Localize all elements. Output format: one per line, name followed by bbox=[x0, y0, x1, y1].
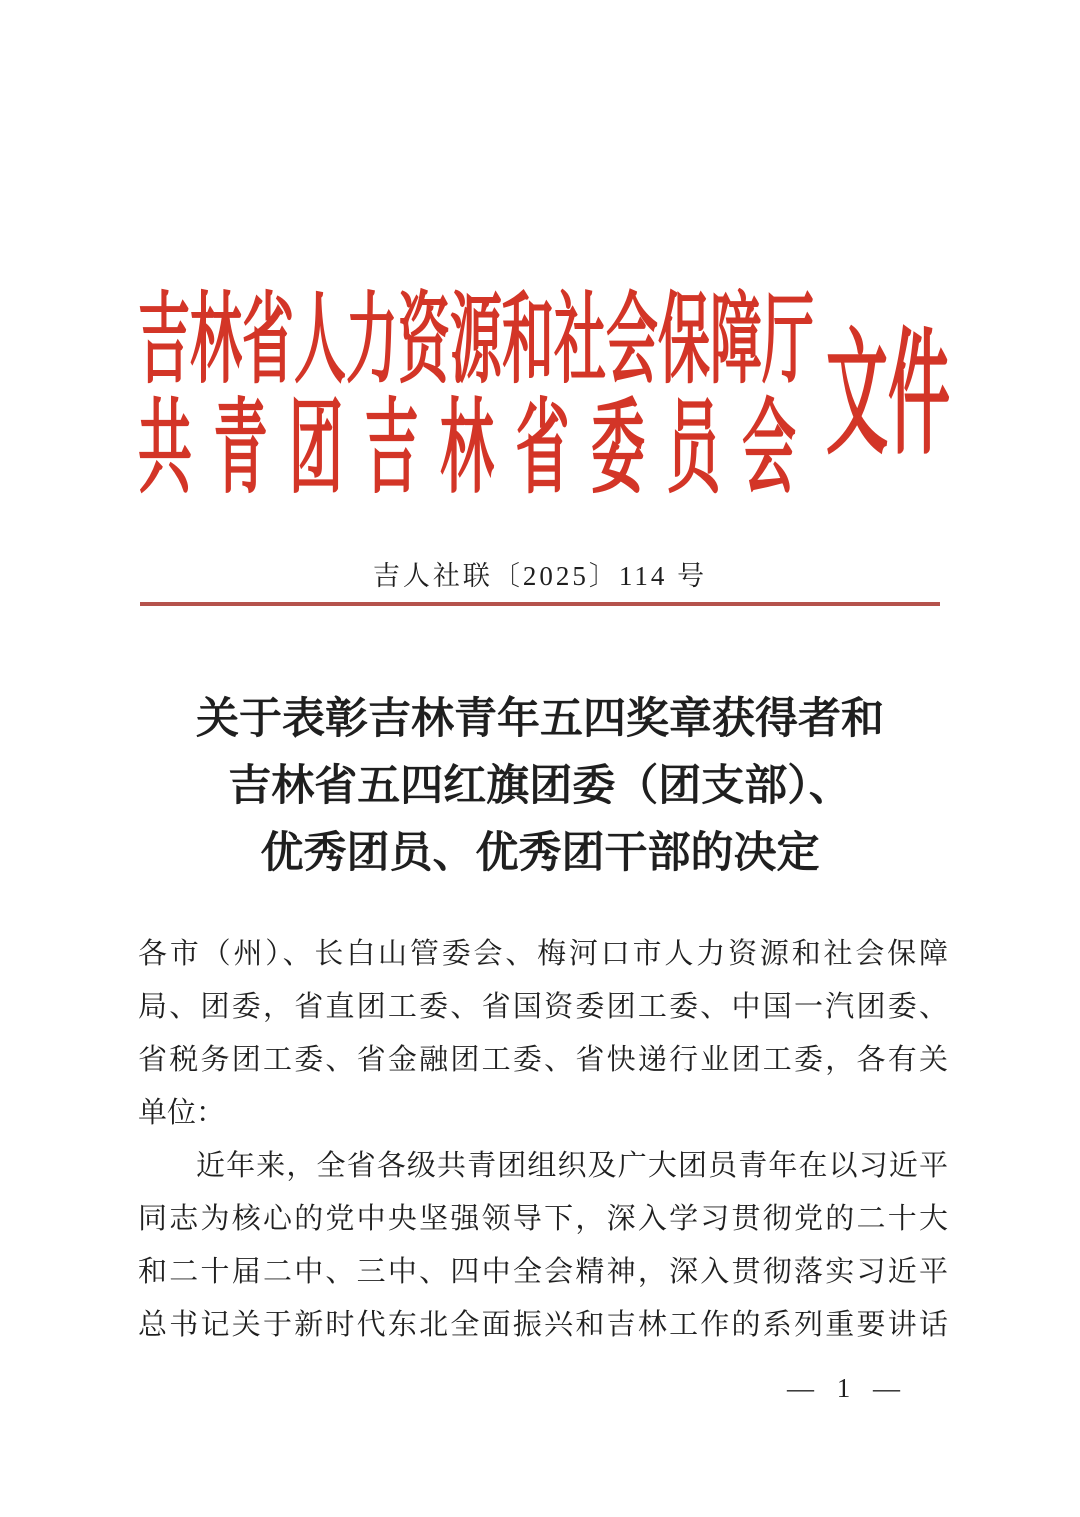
body-text-line: 单位： bbox=[138, 1097, 226, 1129]
document-number: 吉人社联〔2025〕114 号 bbox=[372, 561, 708, 591]
body-text-line: 总书记关于新时代东北全面振兴和吉林工作的系列重要讲话 bbox=[138, 1309, 948, 1341]
document-title-line1: 关于表彰吉林青年五四奖章获得者和 bbox=[196, 696, 884, 743]
document-title-line3: 优秀团员、优秀团干部的决定 bbox=[260, 830, 820, 877]
issuing-org-line1: 吉林省人力资源和社会保障厅 bbox=[138, 287, 815, 397]
letterhead bbox=[138, 287, 951, 506]
document-body bbox=[138, 928, 948, 1352]
issuing-org-line2: 共青团吉林省委员会 bbox=[138, 392, 814, 506]
body-text-line: 同志为核心的党中央坚强领导下，深入学习贯彻党的二十大 bbox=[138, 1203, 948, 1235]
red-divider-line bbox=[140, 602, 940, 606]
document-title bbox=[115, 686, 965, 887]
body-text-line: 各市（州）、长白山管委会、梅河口市人力资源和社会保障 bbox=[138, 938, 948, 970]
body-text-line: 近年来，全省各级共青团组织及广大团员青年在以习近平 bbox=[196, 1150, 948, 1182]
paragraph-recipients bbox=[138, 928, 948, 1140]
document-type-label: 文件 bbox=[826, 322, 951, 472]
paragraph-intro bbox=[138, 1140, 948, 1352]
issuing-orgs bbox=[138, 287, 815, 506]
body-text-line: 省税务团工委、省金融团工委、省快递行业团工委，各有关 bbox=[138, 1044, 948, 1076]
body-text-line: 局、团委，省直团工委、省国资委团工委、中国一汽团委、 bbox=[138, 991, 948, 1023]
body-text-line: 和二十届二中、三中、四中全会精神，深入贯彻落实习近平 bbox=[138, 1256, 948, 1288]
page-number: — 1 — bbox=[787, 1373, 908, 1403]
document-title-line2: 吉林省五四红旗团委（团支部）、 bbox=[228, 763, 852, 810]
